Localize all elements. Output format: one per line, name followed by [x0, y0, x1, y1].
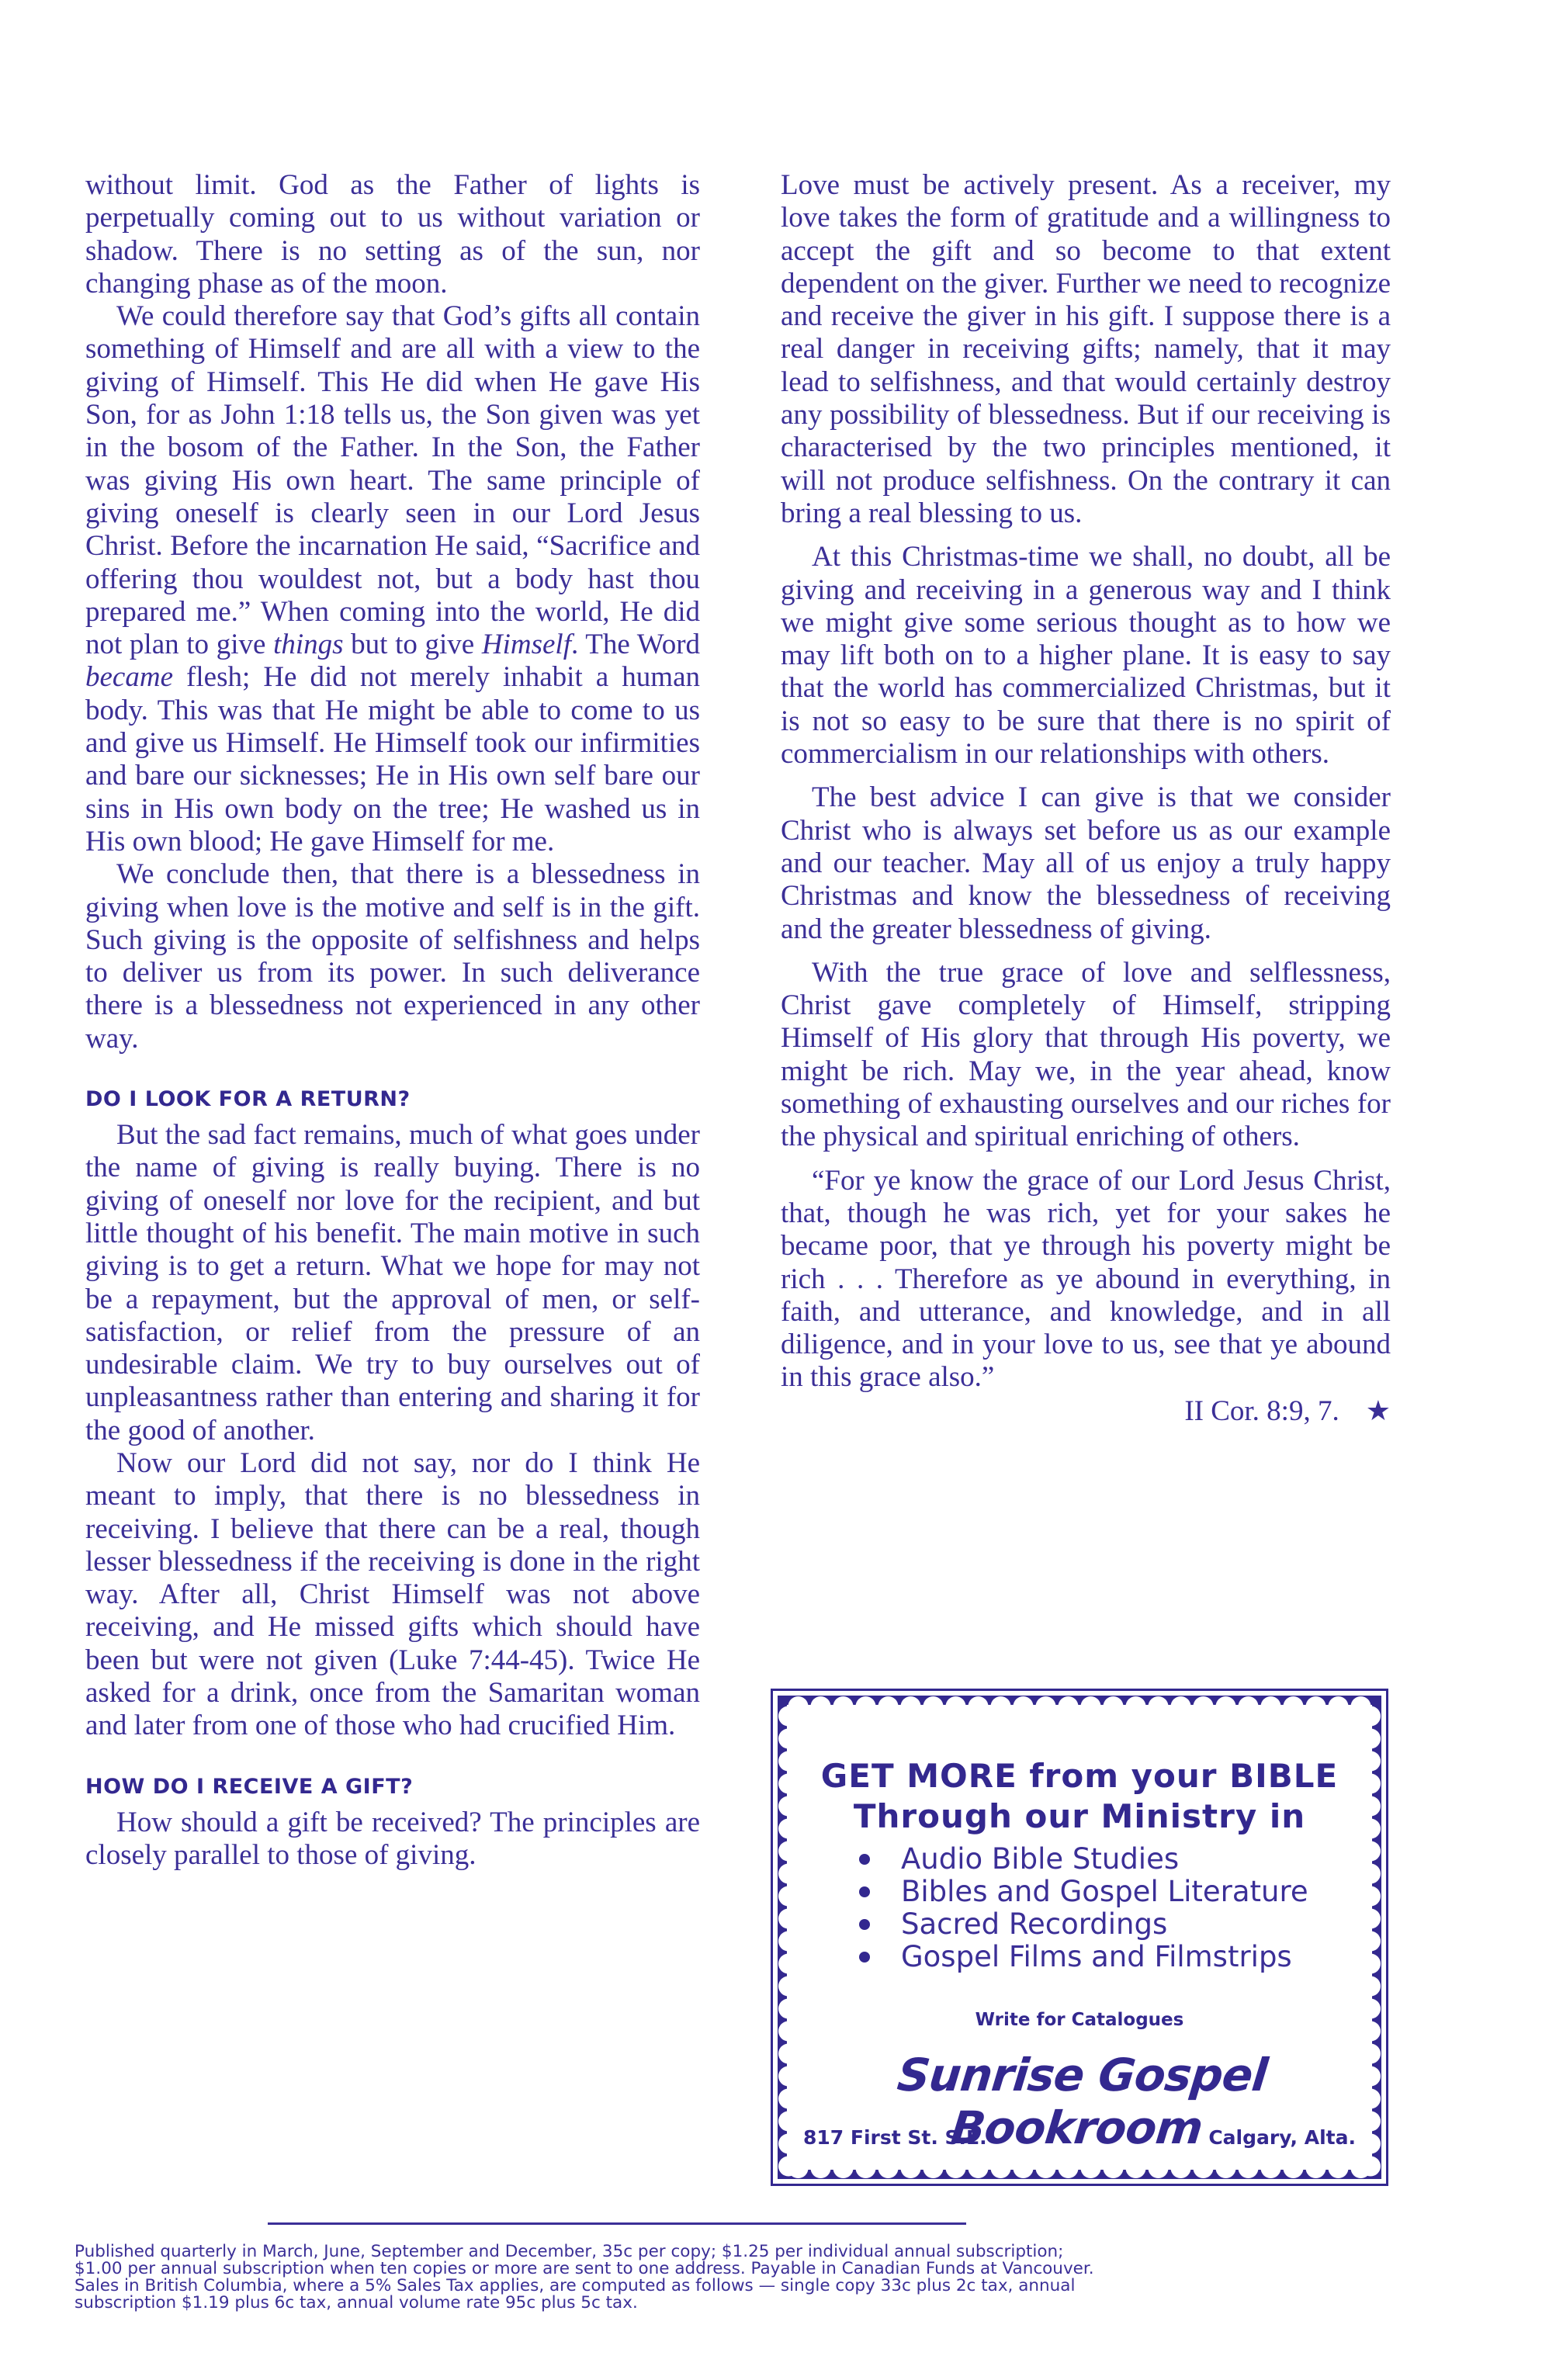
section-heading: DO I LOOK FOR A RETURN? — [85, 1087, 411, 1112]
list-item-label: Gospel Films and Filmstrips — [901, 1940, 1292, 1973]
advertisement-title — [778, 1756, 1381, 1837]
list-item — [859, 1843, 1308, 1876]
bullet-icon — [859, 1854, 870, 1865]
paragraph: without limit. God as the Father of lights is perpetually coming out to us without variation or shadow. There is no setting as of the sun, nor changing phase as of the moon. — [85, 169, 700, 300]
emphasis-text: Himself — [481, 629, 571, 661]
paragraph: But the sad fact remains, much of what goes under the name of giving is really buying. There is no giving of oneself nor love for the recipient, and but little thought of his benefit. The main motive in such giving is to get a return. What we hope for may not be a repayment, but the approval of men, or self-satisfaction, or relief from the pressure of an undesirable claim. We try to buy ourselves out of unpleasantness rather than entering and sharing it for the good of another. — [85, 1119, 700, 1446]
call-to-action: Write for Catalogues — [975, 2010, 1184, 2030]
footer-divider — [268, 2222, 966, 2225]
advertisement-content — [778, 1696, 1381, 2179]
store-name: Sunrise Gospel Bookroom — [895, 2049, 1270, 2154]
emphasis-text: things — [273, 629, 344, 661]
emphasis-text: became — [85, 661, 173, 694]
paragraph-text: but to give — [343, 629, 482, 661]
list-item-label: Bibles and Gospel Literature — [901, 1875, 1308, 1908]
city: Calgary, Alta. — [1208, 2126, 1356, 2149]
paragraph: With the true grace of love and selflessness, Christ gave completely of Himself, stripping Himself of His glory that through His poverty, we might be rich. May we, in the year ahead, know something of exhausting ourselves and our riches for the physical and spiritual enriching of others. — [781, 956, 1391, 1153]
advertisement-title-line: Through our Ministry in — [853, 1797, 1306, 1835]
services-list — [859, 1843, 1308, 1973]
bullet-icon — [859, 1919, 870, 1930]
bullet-icon — [859, 1886, 870, 1897]
star-icon: ★ — [1365, 1394, 1391, 1426]
publication-notice — [75, 2243, 1161, 2312]
paragraph-text: We could therefore say that God’s gifts all contain something of Himself and are all with a view to the giving of Himself. This He did when He gave His Son, for as John 1:18 tells us, the Son given was yet in the bosom of the Father. In the Son, the Father was giving His own heart. The same principle of giving oneself is clearly seen in our Lord Jesus Christ. Before the incarnation He said, “Sacrifice and offering thou wouldest not, but a body hast thou prepared me.” When coming into the world, He did not plan to give — [85, 300, 700, 661]
paragraph: We conclude then, that there is a blessedness in giving when love is the motive and self is in the gift. Such giving is the opposite of selfishness and helps to deliver us from its power. In such deliverance there is a blessedness not experienced in any other way. — [85, 858, 700, 1055]
list-item — [859, 1876, 1308, 1908]
paragraph: At this Christmas-time we shall, no doubt, all be giving and receiving in a generous way and I think we might give some serious thought as to how we may lift both on to a higher plane. It is easy to say that the world has commercialized Christmas, but it is not so easy to be sure that there is no spirit of commercialism in our relationships with others. — [781, 541, 1391, 771]
list-item-label: Sacred Recordings — [901, 1907, 1168, 1941]
citation — [781, 1394, 1391, 1428]
paragraph-text: flesh; He did not merely inhabit a human body. This was that He might be able to come to us and give us Himself. He Himself took our infirmities and bare our sicknesses; He in His own self bare our sins in His own body on the tree; He washed us in His own blood; He gave Himself for me. — [85, 661, 700, 857]
scripture-quote: “For ye know the grace of our Lord Jesus Christ, that, though he was rich, yet for your sakes he became poor, that ye through his poverty might be rich . . . Therefore as ye abound in everything, in faith, and utterance, and knowledge, and in all diligence, and in your love to us, see that ye abound in this grace also.” — [781, 1164, 1391, 1394]
paragraph: The best advice I can give is that we consider Christ who is always set before us as our example and our teacher. May all of us enjoy a truly happy Christmas and know the blessedness of receiving and the greater blessedness of giving. — [781, 781, 1391, 945]
notice-line: Sales in British Columbia, where a 5% Sales Tax applies, are computed as follows — single copy 33c plus 2c tax, annual — [75, 2276, 1076, 2295]
notice-line: subscription $1.19 plus 6c tax, annual volume rate 95c plus 5c tax. — [75, 2293, 638, 2312]
right-column — [781, 169, 1391, 1428]
bullet-icon — [859, 1952, 870, 1963]
advertisement-title-line: GET MORE from your BIBLE — [820, 1757, 1339, 1795]
store-address — [803, 2126, 1356, 2149]
advertisement-box — [771, 1689, 1388, 2186]
street-address: 817 First St. S.E. — [803, 2126, 987, 2149]
list-item-label: Audio Bible Studies — [901, 1842, 1180, 1876]
list-item — [859, 1941, 1308, 1973]
section-heading: HOW DO I RECEIVE A GIFT? — [85, 1774, 414, 1799]
paragraph: How should a gift be received? The principles are closely parallel to those of giving. — [85, 1806, 700, 1871]
notice-line: Published quarterly in March, June, September and December, 35c per copy; $1.25 per individual annual subscription; — [75, 2242, 1064, 2261]
paragraph-text: . The Word — [571, 629, 701, 661]
citation-text: II Cor. 8:9, 7. — [1184, 1394, 1339, 1427]
left-column — [85, 169, 700, 1872]
paragraph: Love must be actively present. As a receiver, my love takes the form of gratitude and a willingness to accept the gift and so become to that extent dependent on the giver. Further we need to recognize and receive the giver in his gift. I suppose there is a real danger in receiving gifts; namely, that it may lead to selfishness, and that would certainly destroy any possibility of blessedness. But if our receiving is characterised by the two principles mentioned, it will not produce selfishness. On the contrary it can bring a real blessing to us. — [781, 169, 1391, 529]
list-item — [859, 1908, 1308, 1941]
paragraph — [85, 300, 700, 858]
notice-line: $1.00 per annual subscription when ten copies or more are sent to one address. Payable in Canadian Funds at Vancouver. — [75, 2259, 1094, 2278]
scalloped-frame — [778, 1696, 1381, 2179]
paragraph: Now our Lord did not say, nor do I think He meant to imply, that there is no blessedness in receiving. I believe that there can be a real, though lesser blessedness if the receiving is done in the right way. After all, Christ Himself was not above receiving, and He missed gifts which should have been but were not given (Luke 7:44-45). Twice He asked for a drink, once from the Samaritan woman and later from one of those who had crucified Him. — [85, 1446, 700, 1742]
